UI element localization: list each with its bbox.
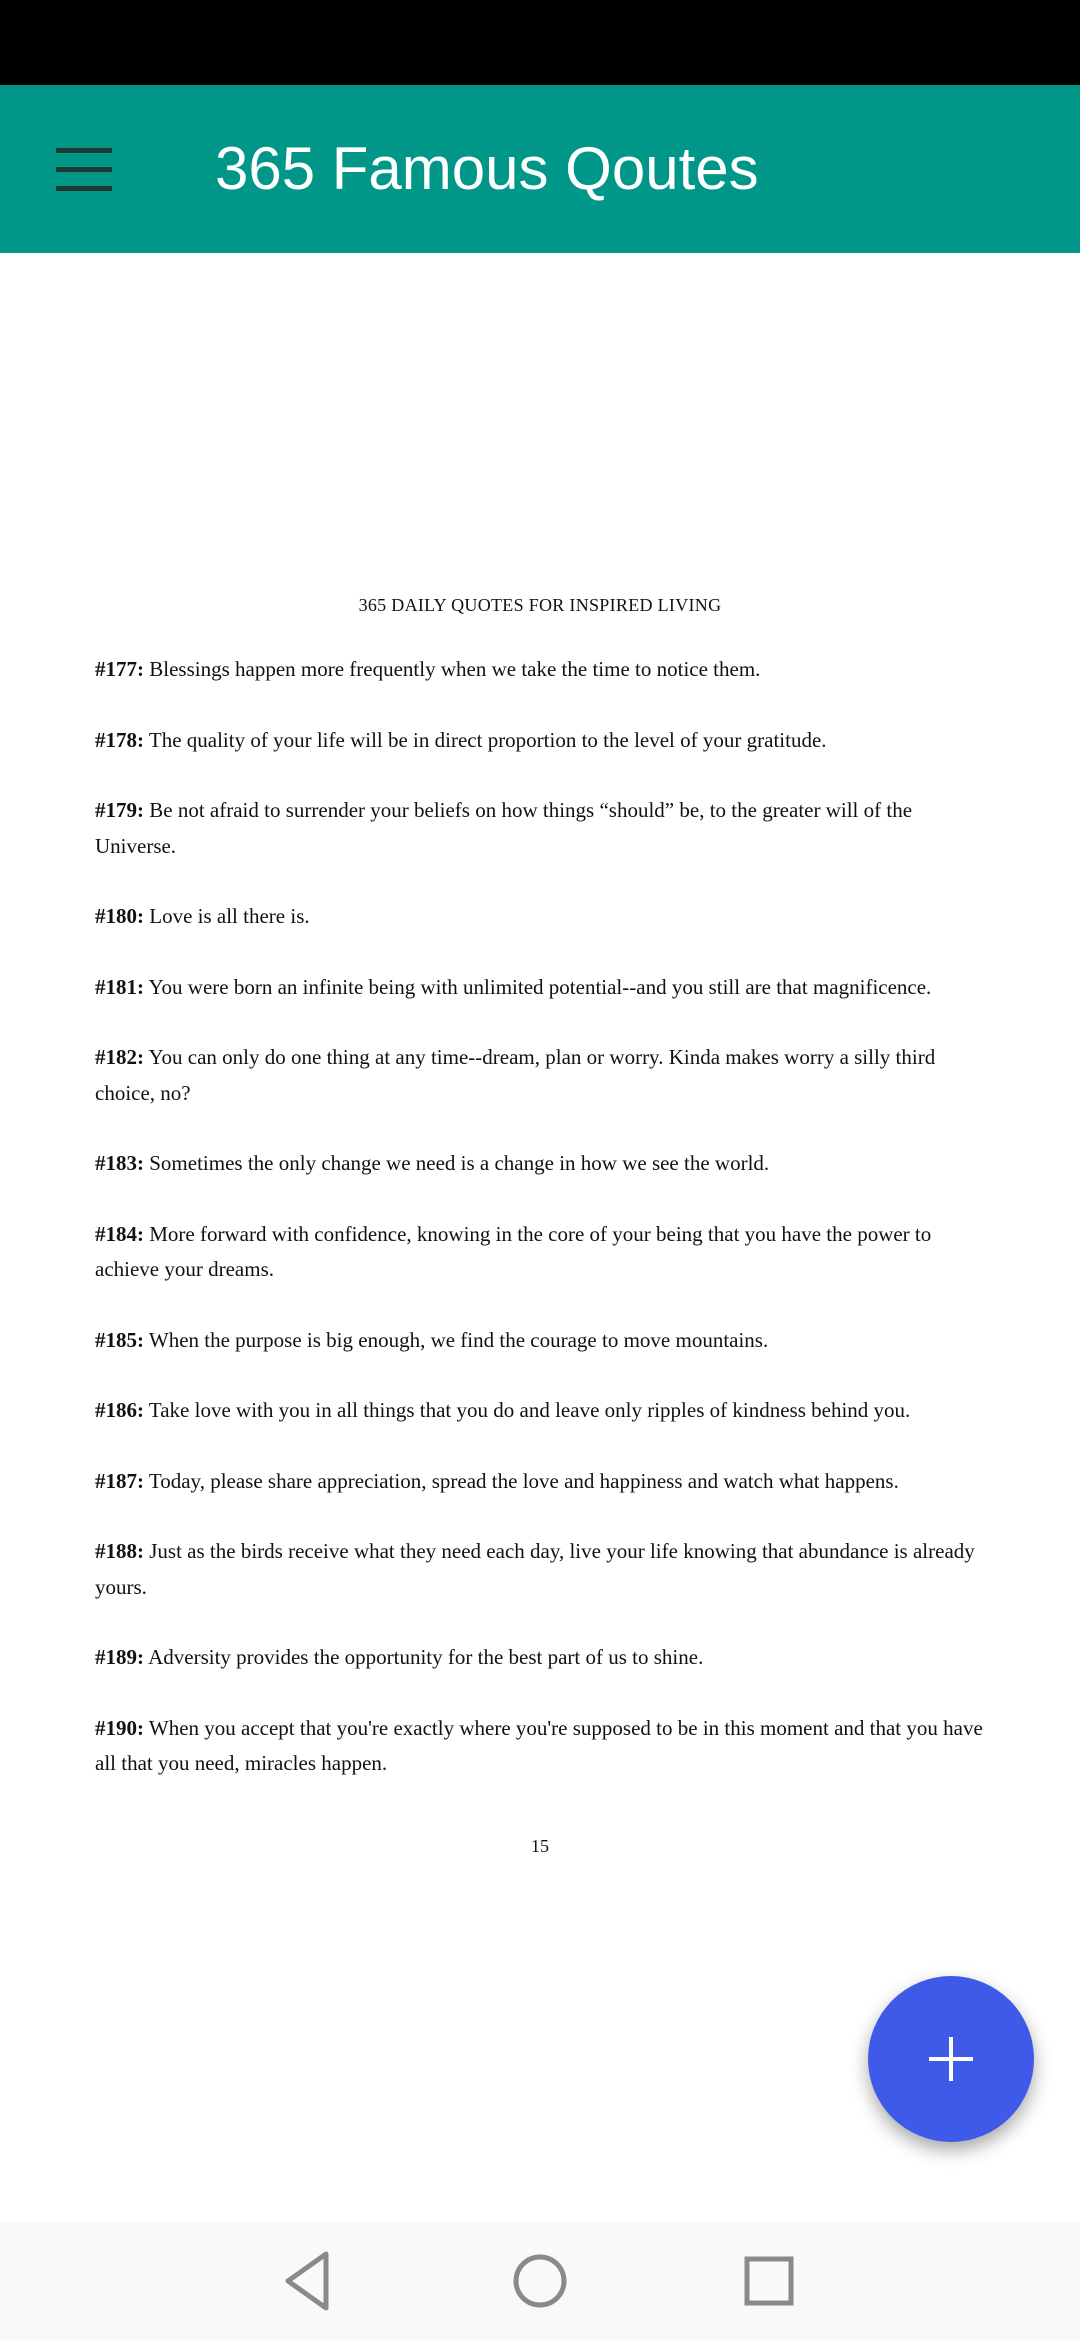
page-header: 365 DAILY QUOTES FOR INSPIRED LIVING xyxy=(358,595,722,615)
quote-item xyxy=(95,1534,985,1605)
quote-item xyxy=(95,1393,985,1429)
quote-item xyxy=(95,899,985,935)
quote-item xyxy=(95,1711,985,1782)
app-bar xyxy=(0,85,1080,253)
quote-number: #177: xyxy=(95,657,144,681)
add-fab-button[interactable] xyxy=(868,1976,1034,2142)
quote-text: Love is all there is. xyxy=(144,904,310,928)
quote-number: #183: xyxy=(95,1151,144,1175)
quote-text: Just as the birds receive what they need each day, live your life knowing that abundance is already yours. xyxy=(95,1539,975,1599)
quote-text: Be not afraid to surrender your beliefs on how things “should” be, to the greater will of the Universe. xyxy=(95,798,913,858)
quote-item xyxy=(95,652,985,688)
app-title: 365 Famous Qoutes xyxy=(215,135,759,202)
quote-item xyxy=(95,1323,985,1359)
home-circle-icon xyxy=(501,2242,579,2320)
plus-icon xyxy=(909,2017,993,2101)
quote-item xyxy=(95,1217,985,1288)
quote-text: Blessings happen more frequently when we take the time to notice them. xyxy=(144,657,761,681)
quote-number: #178: xyxy=(95,727,144,752)
quote-list xyxy=(95,652,985,1817)
quote-item xyxy=(95,1040,985,1111)
quote-number: #180: xyxy=(95,904,144,928)
quote-item xyxy=(95,1146,985,1182)
quote-number: #188: xyxy=(95,1539,144,1563)
quote-text: Sometimes the only change we need is a change in how we see the world. xyxy=(144,1151,770,1175)
hamburger-menu-icon xyxy=(40,131,128,207)
menu-button[interactable] xyxy=(40,131,128,207)
quote-item xyxy=(95,723,985,759)
quote-number: #189: xyxy=(95,1645,144,1669)
nav-home-button[interactable] xyxy=(501,2242,579,2320)
system-nav-bar xyxy=(0,2222,1080,2340)
quote-text: Adversity provides the opportunity for the best part of us to shine. xyxy=(144,1645,704,1669)
quote-number: #181: xyxy=(95,974,144,999)
quote-text: Today, please share appreciation, spread the love and happiness and watch what happens. xyxy=(144,1468,899,1493)
quote-text: More forward with confidence, knowing in the core of your being that you have the power to achieve your dreams. xyxy=(95,1221,932,1281)
quote-item xyxy=(95,970,985,1006)
quote-number: #179: xyxy=(95,798,144,822)
quote-item xyxy=(95,793,985,864)
quote-text: The quality of your life will be in direct proportion to the level of your gratitude. xyxy=(144,727,827,752)
quote-number: #187: xyxy=(95,1468,144,1493)
quote-text: You can only do one thing at any time--dream, plan or worry. Kinda makes worry a silly third choice, no? xyxy=(95,1045,936,1105)
quote-number: #185: xyxy=(95,1327,144,1352)
quote-text: You were born an infinite being with unlimited potential--and you still are that magnificence. xyxy=(144,974,932,999)
quote-number: #182: xyxy=(95,1045,144,1069)
quote-text: Take love with you in all things that you do and leave only ripples of kindness behind you. xyxy=(144,1398,911,1422)
quote-number: #184: xyxy=(95,1221,144,1246)
status-bar xyxy=(0,0,1080,85)
quote-number: #190: xyxy=(95,1715,144,1740)
nav-back-button[interactable] xyxy=(270,2242,348,2320)
quote-item xyxy=(95,1464,985,1500)
quote-number: #186: xyxy=(95,1398,144,1422)
quote-item xyxy=(95,1640,985,1676)
quote-text: When you accept that you're exactly where you're supposed to be in this moment and that you have all that you need, miracles happen. xyxy=(95,1715,983,1775)
page-number: 15 xyxy=(531,1836,549,1856)
quote-text: When the purpose is big enough, we find the courage to move mountains. xyxy=(144,1327,769,1352)
back-triangle-icon xyxy=(270,2242,348,2320)
nav-recents-button[interactable] xyxy=(730,2242,808,2320)
recents-square-icon xyxy=(730,2242,808,2320)
